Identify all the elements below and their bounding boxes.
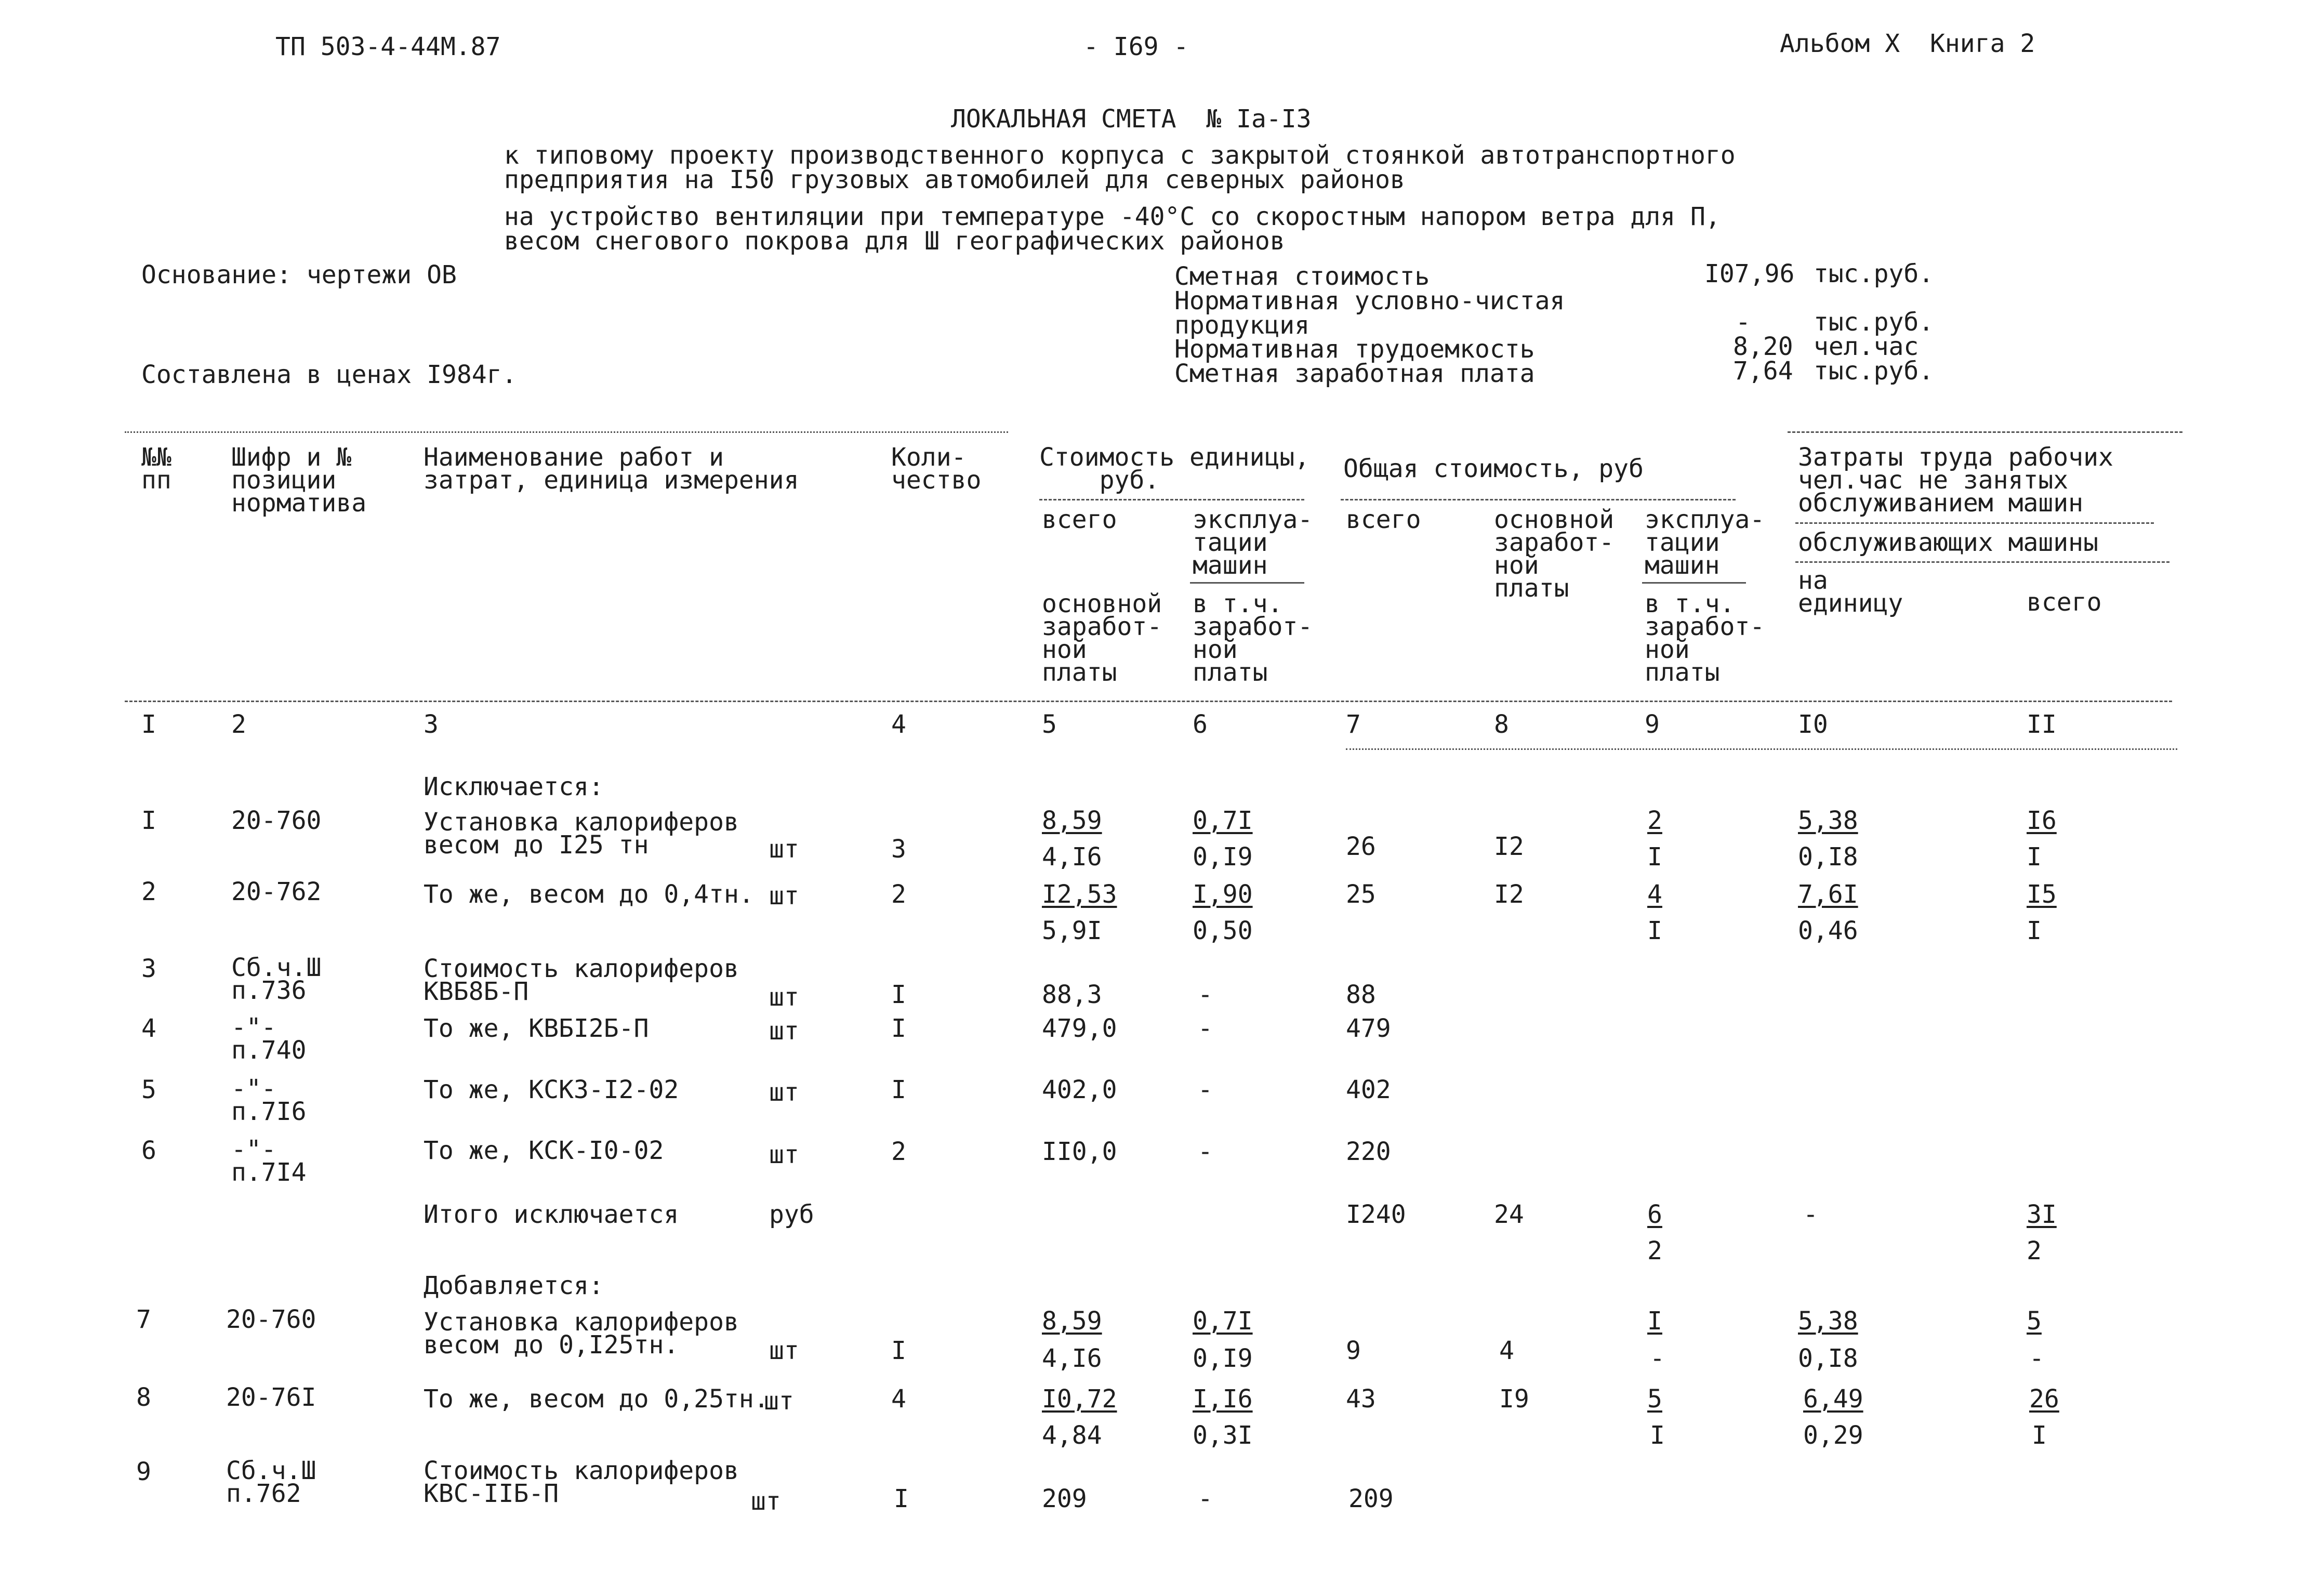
- row-8-total: 43: [1346, 1384, 1376, 1414]
- row-1-unit-wages: 4,I6: [1042, 842, 1102, 872]
- row-4-unit: шт: [769, 1017, 799, 1046]
- subtotal-excluded-unit: руб: [769, 1200, 814, 1229]
- album-label: Альбом X Книга 2: [1780, 29, 2035, 58]
- doc-code: ТП 503-4-44М.87: [275, 32, 501, 61]
- title-line-1: к типовому проекту производственного корпуса с закрытой стоянкой автотранспортного: [504, 141, 1736, 170]
- row-6-name: То же, КСК-I0-02: [424, 1136, 664, 1165]
- row-5-unit-machines: -: [1198, 1075, 1213, 1104]
- row-8-name: То же, весом до 0,25тн.: [424, 1384, 769, 1414]
- header-unit-cost: Стоимость единицы, руб.: [1039, 443, 1310, 495]
- row-9-unit-machines: -: [1198, 1484, 1213, 1513]
- column-numbers-rule: [1346, 748, 2177, 750]
- header-col-11: всего: [2027, 588, 2102, 617]
- row-9-unit: шт: [751, 1487, 781, 1516]
- row-7-name: Установка калориферов весом до 0,I25тн.: [424, 1308, 739, 1360]
- header-col-1: №№ пп: [141, 443, 171, 495]
- row-8-qty: 4: [891, 1384, 906, 1414]
- document-title: ЛОКАЛЬНАЯ СМЕТА № Iа-I3: [951, 104, 1312, 134]
- row-7-total-machines-wages: -: [1650, 1344, 1665, 1373]
- subtotal-excluded-label: Итого исключается: [424, 1200, 679, 1229]
- row-5-unit: шт: [769, 1078, 799, 1107]
- header-labor: Затраты труда рабочих чел.час не занятых обслуживанием машин: [1798, 443, 2113, 518]
- normative-product-unit: тыс.руб.: [1814, 308, 1934, 337]
- normative-product-label-2: продукция: [1174, 311, 1310, 340]
- estimated-cost-value: I07,96: [1704, 259, 1795, 288]
- row-2-name: То же, весом до 0,4тн.: [424, 880, 754, 909]
- header-labor-machines: обслуживающих машины: [1798, 528, 2098, 557]
- row-9-unit-total: 209: [1042, 1484, 1087, 1513]
- row-7-total-machines: I: [1647, 1307, 1662, 1336]
- row-7-unit-machines: 0,7I: [1193, 1307, 1253, 1336]
- column-number: 4: [891, 710, 906, 739]
- row-7-qty: I: [891, 1336, 906, 1365]
- row-7-total: 9: [1346, 1336, 1361, 1365]
- wage-unit: тыс.руб.: [1814, 357, 1934, 386]
- estimated-cost-label: Сметная стоимость: [1174, 262, 1430, 291]
- header-col-9-machines: эксплуа- тации машин: [1645, 505, 1765, 580]
- row-9-number: 9: [136, 1457, 151, 1486]
- title-line-3: на устройство вентиляции при температуре -40°C со скоростным напором ветра для П,: [504, 202, 1721, 231]
- row-8-code: 20-76I: [226, 1383, 316, 1412]
- row-1-unit: шт: [769, 835, 799, 864]
- subtotal-excluded-wages: 24: [1494, 1200, 1524, 1229]
- row-1-total: 26: [1346, 832, 1376, 861]
- row-7-unit-wages: 4,I6: [1042, 1344, 1102, 1373]
- row-7-number: 7: [136, 1305, 151, 1334]
- row-3-name: Стоимость калориферов КВБ8Б-П: [424, 954, 739, 1006]
- labor-intensity-value: 8,20: [1733, 332, 1793, 361]
- subtotal-excluded-labor-total-machines: 2: [2027, 1236, 2042, 1265]
- row-2-total: 25: [1346, 880, 1376, 909]
- row-2-labor-total: I5: [2027, 880, 2057, 909]
- row-2-unit-wages: 5,9I: [1042, 916, 1102, 945]
- column-number: I0: [1798, 710, 1828, 739]
- row-1-unit-machines-wages: 0,I9: [1193, 842, 1253, 872]
- labor-intensity-label: Нормативная трудоемкость: [1174, 335, 1535, 364]
- section-excluded: Исключается:: [424, 772, 604, 801]
- row-2-unit: шт: [769, 881, 799, 911]
- row-8-labor-total-machines: I: [2032, 1421, 2047, 1450]
- row-8-total-wages: I9: [1499, 1384, 1529, 1414]
- column-number: 7: [1346, 710, 1361, 739]
- header-labor-machines-rule: [1795, 561, 2169, 563]
- row-1-total-machines-wages: I: [1647, 842, 1662, 872]
- column-number: 8: [1494, 710, 1509, 739]
- header-col-5-wages: основной заработ- ной платы: [1042, 589, 1162, 687]
- row-9-qty: I: [894, 1484, 909, 1513]
- row-7-labor-total-machines: -: [2029, 1344, 2044, 1373]
- row-4-total: 479: [1346, 1014, 1391, 1043]
- row-3-unit: шт: [769, 983, 799, 1012]
- row-3-qty: I: [891, 980, 906, 1009]
- normative-product-label-1: Нормативная условно-чистая: [1174, 286, 1565, 315]
- row-5-code: -"- п.7I6: [231, 1074, 307, 1126]
- row-1-number: I: [141, 806, 156, 835]
- row-3-code: Сб.ч.Ш п.736: [231, 953, 322, 1005]
- row-1-name: Установка калориферов весом до I25 тн: [424, 808, 739, 860]
- row-8-labor-unit-machines: 0,29: [1803, 1421, 1863, 1450]
- row-1-unit-machines: 0,7I: [1193, 806, 1253, 835]
- row-7-labor-unit: 5,38: [1798, 1307, 1858, 1336]
- row-1-labor-unit-machines: 0,I8: [1798, 842, 1858, 872]
- row-8-unit: шт: [764, 1387, 794, 1416]
- estimated-cost-unit: тыс.руб.: [1814, 259, 1934, 288]
- row-2-total-wages: I2: [1494, 880, 1524, 909]
- row-7-code: 20-760: [226, 1305, 316, 1334]
- header-col-2: Шифр и № позиции норматива: [231, 443, 367, 518]
- row-9-total: 209: [1348, 1484, 1394, 1513]
- title-line-2: предприятия на I50 грузовых автомобилей для северных районов: [504, 165, 1405, 194]
- header-col-8-wages: основной заработ- ной платы: [1494, 505, 1615, 603]
- subtotal-excluded-labor-total: 3I: [2027, 1200, 2057, 1229]
- header-labor-rule: [1795, 522, 2154, 524]
- row-6-unit-total: II0,0: [1042, 1137, 1117, 1166]
- row-8-number: 8: [136, 1383, 151, 1412]
- row-1-labor-total-machines: I: [2027, 842, 2042, 872]
- row-1-total-machines: 2: [1647, 806, 1662, 835]
- subtotal-excluded-labor-unit: -: [1803, 1200, 1818, 1229]
- section-added: Добавляется:: [424, 1271, 604, 1300]
- row-2-labor-total-machines: I: [2027, 916, 2042, 945]
- row-8-unit-machines-wages: 0,3I: [1193, 1421, 1253, 1450]
- row-2-number: 2: [141, 877, 156, 906]
- header-col-4: Коли- чество: [891, 443, 982, 495]
- row-5-number: 5: [141, 1075, 156, 1104]
- subtotal-excluded-total: I240: [1346, 1200, 1406, 1229]
- column-number: II: [2027, 710, 2057, 739]
- row-6-number: 6: [141, 1136, 156, 1165]
- row-2-qty: 2: [891, 880, 906, 909]
- row-8-total-machines: 5: [1647, 1384, 1662, 1414]
- subtotal-excluded-machines: 6: [1647, 1200, 1662, 1229]
- header-col-7-total: всего: [1346, 505, 1421, 534]
- header-col-6-machines: эксплуа- тации машин: [1193, 505, 1313, 580]
- row-5-qty: I: [891, 1075, 906, 1104]
- row-3-number: 3: [141, 954, 156, 983]
- row-7-unit-machines-wages: 0,I9: [1193, 1344, 1253, 1373]
- header-top-rule-left: [125, 431, 1008, 433]
- row-6-total: 220: [1346, 1137, 1391, 1166]
- header-top-rule: [1788, 431, 2182, 433]
- header-col-6-rule: [1190, 582, 1304, 584]
- page-number: - I69 -: [1083, 32, 1189, 61]
- header-col-10: на единицу: [1798, 566, 1903, 618]
- row-3-unit-total: 88,3: [1042, 980, 1102, 1009]
- header-col-9-rule: [1642, 582, 1746, 584]
- basis-text: Основание: чертежи ОВ: [141, 260, 457, 289]
- row-6-qty: 2: [891, 1137, 906, 1166]
- row-2-labor-unit: 7,6I: [1798, 880, 1858, 909]
- column-number: 5: [1042, 710, 1057, 739]
- row-4-name: То же, КВБI2Б-П: [424, 1014, 649, 1043]
- row-7-labor-total: 5: [2027, 1307, 2042, 1336]
- wage-value: 7,64: [1733, 357, 1793, 386]
- row-2-total-machines: 4: [1647, 880, 1662, 909]
- row-5-unit-total: 402,0: [1042, 1075, 1117, 1104]
- header-unit-cost-rule: [1039, 499, 1304, 500]
- row-2-unit-machines-wages: 0,50: [1193, 916, 1253, 945]
- row-2-code: 20-762: [231, 877, 322, 906]
- column-number: 2: [231, 710, 246, 739]
- header-col-3: Наименование работ и затрат, единица измерения: [424, 443, 799, 495]
- row-3-unit-machines: -: [1198, 980, 1213, 1009]
- header-col-6-wages: в т.ч. заработ- ной платы: [1193, 589, 1313, 687]
- header-col-5-total: всего: [1042, 505, 1117, 534]
- column-number: I: [141, 710, 156, 739]
- row-7-unit: шт: [769, 1336, 799, 1365]
- row-2-unit-total: I2,53: [1042, 880, 1117, 909]
- row-4-unit-machines: -: [1198, 1014, 1213, 1043]
- row-8-labor-unit: 6,49: [1803, 1384, 1863, 1414]
- row-8-unit-wages: 4,84: [1042, 1421, 1102, 1450]
- row-2-unit-machines: I,90: [1193, 880, 1253, 909]
- row-8-unit-total: I0,72: [1042, 1384, 1117, 1414]
- row-2-total-machines-wages: I: [1647, 916, 1662, 945]
- wage-label: Сметная заработная плата: [1174, 359, 1535, 388]
- normative-product-value: -: [1736, 308, 1751, 337]
- prices-year-text: Составлена в ценах I984г.: [141, 360, 517, 389]
- row-6-unit: шт: [769, 1140, 799, 1169]
- row-5-total: 402: [1346, 1075, 1391, 1104]
- row-1-qty: 3: [891, 835, 906, 864]
- row-1-unit-total: 8,59: [1042, 806, 1102, 835]
- row-4-unit-total: 479,0: [1042, 1014, 1117, 1043]
- row-8-total-machines-wages: I: [1650, 1421, 1665, 1450]
- row-2-labor-unit-machines: 0,46: [1798, 916, 1858, 945]
- header-total-cost-rule: [1341, 499, 1736, 500]
- row-4-qty: I: [891, 1014, 906, 1043]
- row-1-total-wages: I2: [1494, 832, 1524, 861]
- row-3-total: 88: [1346, 980, 1376, 1009]
- row-1-labor-unit: 5,38: [1798, 806, 1858, 835]
- subtotal-excluded-machines-wages: 2: [1647, 1236, 1662, 1265]
- row-1-labor-total: I6: [2027, 806, 2057, 835]
- row-9-code: Сб.ч.Ш п.762: [226, 1456, 316, 1508]
- row-4-code: -"- п.740: [231, 1013, 307, 1065]
- header-total-cost: Общая стоимость, руб: [1343, 454, 1644, 483]
- row-1-code: 20-760: [231, 806, 322, 835]
- title-line-4: весом снегового покрова для Ш географических районов: [504, 227, 1285, 256]
- header-col-9-wages: в т.ч. заработ- ной платы: [1645, 589, 1765, 687]
- row-6-code: -"- п.7I4: [231, 1135, 307, 1187]
- column-number: 9: [1645, 710, 1660, 739]
- row-8-labor-total: 26: [2029, 1384, 2059, 1414]
- row-5-name: То же, КСК3-I2-02: [424, 1075, 679, 1104]
- row-7-labor-unit-machines: 0,I8: [1798, 1344, 1858, 1373]
- header-bottom-rule: [125, 701, 2172, 702]
- row-8-unit-machines: I,I6: [1193, 1384, 1253, 1414]
- row-7-total-wages: 4: [1499, 1336, 1514, 1365]
- row-9-name: Стоимость калориферов КВС-IIБ-П: [424, 1456, 739, 1508]
- column-number: 3: [424, 710, 439, 739]
- row-6-unit-machines: -: [1198, 1137, 1213, 1166]
- row-4-number: 4: [141, 1014, 156, 1043]
- column-number: 6: [1193, 710, 1208, 739]
- row-7-unit-total: 8,59: [1042, 1307, 1102, 1336]
- labor-intensity-unit: чел.час: [1814, 332, 1919, 361]
